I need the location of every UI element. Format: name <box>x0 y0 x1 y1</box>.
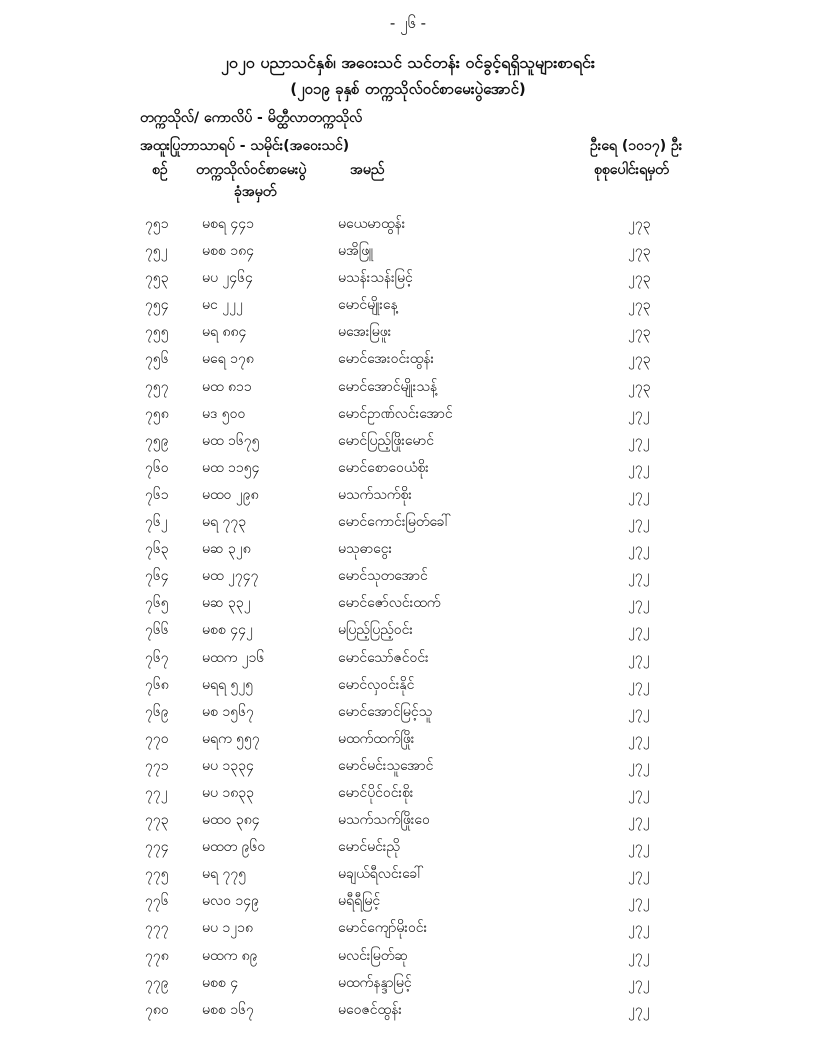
row-roll-number: မဆ ၃၂၈ <box>202 541 251 558</box>
row-total-marks: ၂၇၂ <box>628 947 650 964</box>
row-total-marks: ၂၇၂ <box>628 1001 650 1018</box>
row-serial: ၇၆၅ <box>145 595 169 612</box>
major-line: အထူးပြုဘာသာရပ် - သမိုင်း(အဝေးသင်) <box>140 138 350 154</box>
row-name: မယေမာထွန်း <box>338 216 406 232</box>
row-serial: ၇၇၃ <box>145 812 169 829</box>
row-serial: ၇၇၉ <box>145 974 169 991</box>
total-count-line: ဦးရေ (၁၀၁၇) ဦး <box>590 138 683 154</box>
row-total-marks: ၂၇၂ <box>628 893 650 910</box>
table-row <box>0 675 816 702</box>
row-total-marks: ၂၇၂ <box>628 514 650 531</box>
row-roll-number: မစ ၁၅၆၇ <box>202 703 254 720</box>
table-row <box>0 404 816 431</box>
table-row <box>0 377 816 404</box>
row-serial: ၇၇၀ <box>145 730 169 747</box>
row-total-marks: ၂၇၂ <box>628 649 650 666</box>
row-serial: ၇၆၂ <box>145 514 168 531</box>
column-header-name: အမည် <box>350 162 385 178</box>
row-name: မောင်အောင်မြင့်သူ <box>338 703 433 720</box>
row-total-marks: ၂၇၃ <box>628 297 651 314</box>
row-name: မောင်မျိုးနေ့ <box>338 297 398 314</box>
row-serial: ၇၅၁ <box>145 216 169 232</box>
row-serial: ၇၆၉ <box>145 703 169 720</box>
row-name: မသက်သက်စိုး <box>338 486 412 503</box>
row-total-marks: ၂၇၃ <box>628 243 651 260</box>
row-roll-number: မထ ၂၇၄၇ <box>202 568 259 585</box>
row-total-marks: ၂၇၃ <box>628 216 651 232</box>
row-serial: ၇၅၅ <box>145 324 169 341</box>
row-serial: ၇၇၄ <box>145 839 169 856</box>
row-total-marks: ၂၇၃ <box>628 378 651 395</box>
row-total-marks: ၂၇၂ <box>628 486 650 503</box>
table-row <box>0 918 816 945</box>
row-total-marks: ၂၇၂ <box>628 730 650 747</box>
row-total-marks: ၂၇၂ <box>628 866 650 883</box>
row-roll-number: မထ ၈၁၁ <box>202 378 252 395</box>
row-total-marks: ၂၇၂ <box>628 812 650 829</box>
table-row <box>0 214 816 241</box>
row-serial: ၇၅၉ <box>145 432 169 449</box>
row-name: မောင်ဥာဏ်လင်းအောင် <box>338 405 453 422</box>
row-name: မရီရီမြင့် <box>338 893 381 910</box>
row-roll-number: မဒ ၅၀၀ <box>202 405 246 422</box>
row-total-marks: ၂၇၂ <box>628 839 650 856</box>
row-total-marks: ၂၇၂ <box>628 459 650 476</box>
row-serial: ၇၅၆ <box>145 351 169 368</box>
table-row <box>0 837 816 864</box>
row-roll-number: မလဝ ၁၄၉ <box>202 893 260 910</box>
row-serial: ၇၆၄ <box>145 568 169 585</box>
column-header-total-marks: စုစုပေါင်းရမှတ် <box>594 162 669 178</box>
table-row <box>0 973 816 1000</box>
row-roll-number: မစစ ၄၄၂ <box>202 622 253 639</box>
row-serial: ၇၇၅ <box>145 866 169 883</box>
row-roll-number: မပ ၁၃၃၄ <box>202 757 254 774</box>
row-name: မောင်မင်းညို <box>338 839 400 856</box>
table-row <box>0 1000 816 1027</box>
row-roll-number: မရ ၇၇၅ <box>202 866 247 883</box>
table-row <box>0 295 816 322</box>
row-name: မောင်ပြည့်ဖြိုးမောင် <box>338 432 435 449</box>
row-total-marks: ၂၇၂ <box>628 622 650 639</box>
row-serial: ၇၅၈ <box>145 405 169 422</box>
row-roll-number: မပ ၁၂၁၈ <box>202 920 254 937</box>
row-name: မောင်ဇော်လင်းထက် <box>338 595 441 612</box>
column-header-serial: စဉ် <box>152 162 168 178</box>
row-name: မလင်းမြတ်ဆု <box>338 947 408 964</box>
table-row <box>0 431 816 458</box>
row-serial: ၇၅၄ <box>145 297 169 314</box>
row-total-marks: ၂၇၂ <box>628 595 650 612</box>
row-roll-number: မပ ၂၄၆၄ <box>202 270 253 287</box>
table-row <box>0 268 816 295</box>
row-name: မပြည့်ပြည့်ဝင်း <box>338 622 413 639</box>
row-name: မောင်သော်ဇင်ဝင်း <box>338 649 429 666</box>
row-name: မောင်ကောင်းမြတ်ခေါ် <box>338 514 451 531</box>
row-roll-number: မရရ ၅၂၅ <box>202 676 254 693</box>
row-serial: ၇၇၁ <box>145 757 169 774</box>
row-roll-number: မပ ၁၈၃၃ <box>202 784 255 801</box>
table-row <box>0 241 816 268</box>
row-name: မောင်ပိုင်ဝင်းစိုး <box>338 784 414 801</box>
row-total-marks: ၂၇၂ <box>628 405 650 422</box>
row-name: မောင်သုတအောင် <box>338 568 428 585</box>
table-row <box>0 648 816 675</box>
page-number: - ၂၆ - <box>389 14 427 32</box>
table-row <box>0 702 816 729</box>
table-row <box>0 864 816 891</box>
row-roll-number: မထဝ ၃၈၄ <box>202 812 260 829</box>
table-row <box>0 620 816 647</box>
row-serial: ၇၈၀ <box>145 1001 169 1018</box>
table-row <box>0 810 816 837</box>
table-row <box>0 349 816 376</box>
row-serial: ၇၇၇ <box>145 920 169 937</box>
row-name: မအေးမြဖူး <box>338 324 392 341</box>
row-roll-number: မင ၂၂၂ <box>202 297 243 314</box>
column-header-roll-number-line2: ခုံအမှတ် <box>234 184 277 200</box>
row-total-marks: ၂၇၂ <box>628 432 650 449</box>
row-serial: ၇၅၃ <box>145 270 169 287</box>
row-roll-number: မထဝ ၂၉၈ <box>202 486 259 503</box>
row-total-marks: ၂၇၂ <box>628 676 650 693</box>
row-roll-number: မထ ၁၆၇၅ <box>202 432 260 449</box>
row-name: မောင်မင်းသူအောင် <box>338 757 434 774</box>
row-serial: ၇၅၇ <box>145 378 169 395</box>
results-list <box>0 214 816 1027</box>
row-serial: ၇၆၀ <box>145 459 169 476</box>
table-row <box>0 512 816 539</box>
row-total-marks: ၂၇၂ <box>628 541 650 558</box>
row-roll-number: မရ ၈၈၄ <box>202 324 247 341</box>
row-roll-number: မထက ၈၉ <box>202 947 258 964</box>
row-total-marks: ၂၇၂ <box>628 974 650 991</box>
row-serial: ၇၆၃ <box>145 541 169 558</box>
row-roll-number: မရေ ၁၇၈ <box>202 351 254 368</box>
row-name: မောင်စောဝေယံစိုး <box>338 459 429 476</box>
document-title: ၂၀၂၀ ပညာသင်နှစ်၊ အဝေးသင် သင်တန်း ဝင်ခွင့်ရရှိသူများစာရင်း <box>221 53 595 72</box>
row-roll-number: မရ ၇၇၃ <box>202 514 247 531</box>
row-roll-number: မရက ၅၅၇ <box>202 730 260 747</box>
row-name: မသန်းသန်းမြင့် <box>338 270 413 287</box>
row-name: မထက်ထက်ဖြိုး <box>338 730 415 747</box>
row-total-marks: ၂၇၃ <box>628 270 651 287</box>
row-roll-number: မစစ ၁၆၇ <box>202 1001 254 1018</box>
row-serial: ၇၆၇ <box>145 649 169 666</box>
row-name: မချယ်ရီလင်းခေါ် <box>338 866 424 883</box>
row-serial: ၇၆၁ <box>145 486 169 503</box>
row-name: မောင်အေးဝင်းထွန်း <box>338 351 435 368</box>
row-name: မဝေဇင်ထွန်း <box>338 1001 402 1018</box>
row-name: မထက်နန္ဒာမြင့် <box>338 974 412 991</box>
row-name: မောင်ကျော်မိုးဝင်း <box>338 920 428 937</box>
row-serial: ၇၆၈ <box>145 676 169 693</box>
table-row <box>0 458 816 485</box>
row-roll-number: မထတ ၉၆၀ <box>202 839 266 856</box>
row-total-marks: ၂၇၃ <box>628 324 651 341</box>
row-roll-number: မထက ၂၁၆ <box>202 649 265 666</box>
table-row <box>0 593 816 620</box>
row-roll-number: မစစ ၁၈၄ <box>202 243 254 260</box>
row-total-marks: ၂၇၂ <box>628 920 650 937</box>
row-total-marks: ၂၇၃ <box>628 351 651 368</box>
university-line: တက္ကသိုလ်/ ကောလိပ် - မိတ္ထီလာတက္ကသိုလ် <box>140 110 363 126</box>
row-total-marks: ၂၇၂ <box>628 568 650 585</box>
row-name: မအိဖြူ <box>338 243 374 260</box>
table-row <box>0 783 816 810</box>
document-subtitle: (၂၀၁၉ ခုနှစ် တက္ကသိုလ်ဝင်စာမေးပွဲအောင်) <box>290 80 526 98</box>
row-name: မသက်သက်ဖြိုးဝေ <box>338 812 430 829</box>
row-total-marks: ၂၇၂ <box>628 757 650 774</box>
row-serial: ၇၅၂ <box>145 243 168 260</box>
table-row <box>0 485 816 512</box>
row-roll-number: မဆ ၃၃၂ <box>202 595 251 612</box>
row-name: မောင်အောင်မျိုးသန့် <box>338 378 438 395</box>
row-roll-number: မစစ ၄ <box>202 974 239 991</box>
table-row <box>0 322 816 349</box>
table-row <box>0 891 816 918</box>
table-row <box>0 729 816 756</box>
row-serial: ၇၆၆ <box>145 622 169 639</box>
row-total-marks: ၂၇၂ <box>628 784 650 801</box>
row-roll-number: မစရ ၄၄၁ <box>202 216 254 232</box>
row-total-marks: ၂၇၂ <box>628 703 650 720</box>
row-serial: ၇၇၆ <box>145 893 169 910</box>
table-row <box>0 946 816 973</box>
row-serial: ၇၇၂ <box>145 784 168 801</box>
column-header-roll-number: တက္ကသိုလ်ဝင်စာမေးပွဲ <box>196 162 307 178</box>
table-row <box>0 566 816 593</box>
table-row <box>0 756 816 783</box>
row-roll-number: မထ ၁၁၅၄ <box>202 459 260 476</box>
row-name: မသုဓာငွေး <box>338 541 393 558</box>
row-name: မောင်လှဝင်းနိုင် <box>338 676 415 693</box>
row-serial: ၇၇၈ <box>145 947 169 964</box>
table-row <box>0 539 816 566</box>
